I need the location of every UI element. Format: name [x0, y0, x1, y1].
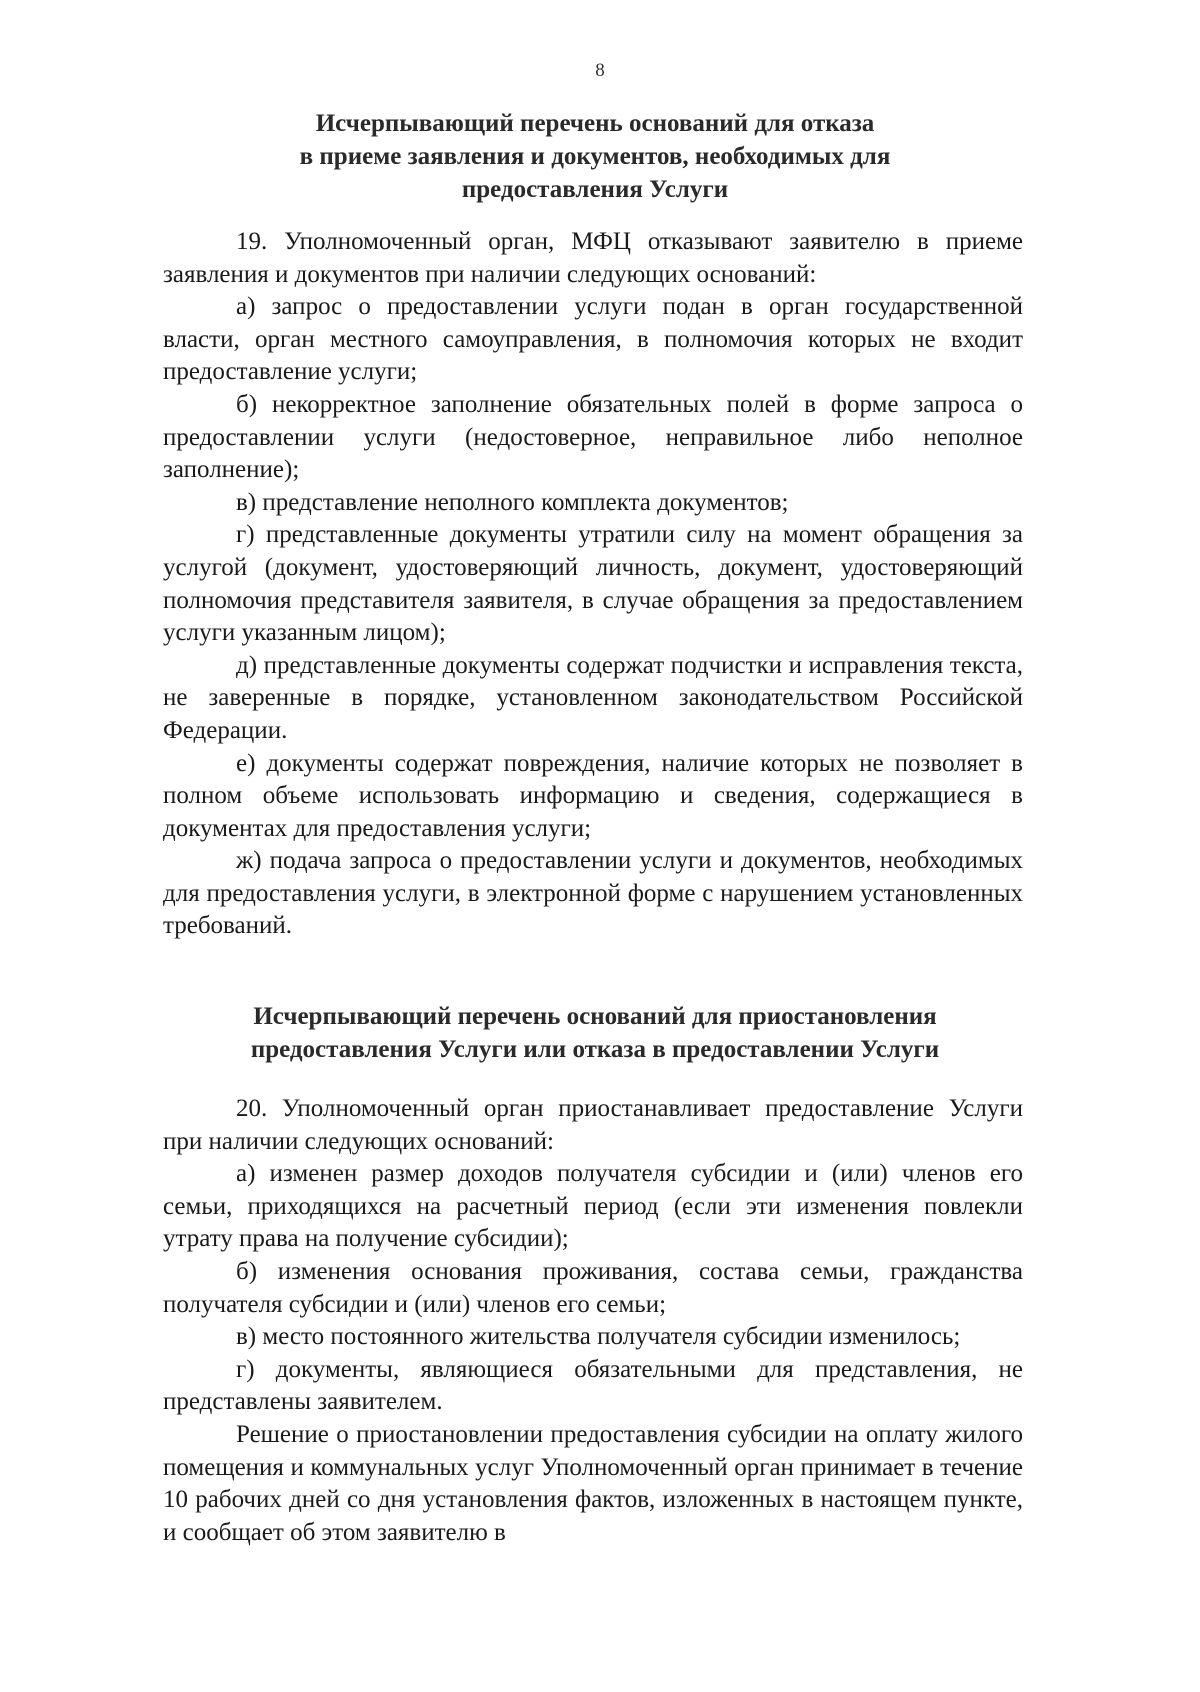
heading-line: Исчерпывающий перечень оснований для приостановления	[253, 1003, 937, 1030]
list-item-a: а) запрос о предоставлении услуги подан в орган государственной власти, орган местного самоуправления, в полномочия которых не входит предоставление услуги;	[163, 293, 1023, 386]
heading-line: в приеме заявления и документов, необходимых для	[299, 143, 891, 170]
list-item-g: г) представленные документы утратили силу на момент обращения за услугой (документ, удостоверяющий личность, документ, удостоверяющий полномочия представителя заявителя, в случае обращения за предоставлением услуги указанным лицом);	[163, 521, 1023, 647]
list-item-v: в) место постоянного жительства получателя субсидии изменилось;	[236, 1323, 961, 1351]
section-heading-suspension-grounds	[160, 1000, 1030, 1066]
heading-line: предоставления Услуги или отказа в предоставлении Услуги	[250, 1036, 940, 1063]
paragraph-20: 20. Уполномоченный орган приостанавливает предоставление Услуги при наличии следующих оснований:	[163, 1095, 1023, 1155]
list-item-zh: ж) подача запроса о предоставлении услуги и документов, необходимых для предоставления услуги, в электронной форме с нарушением установленных требований.	[163, 847, 1023, 940]
heading-line: предоставления Услуги	[461, 176, 729, 203]
list-item-b: б) некорректное заполнение обязательных полей в форме запроса о предоставлении услуги (недостоверное, неправильное либо неполное заполнение);	[163, 390, 1023, 484]
section-heading-refusal-grounds	[160, 107, 1030, 206]
list-item-a: а) изменен размер доходов получателя субсидии и (или) членов его семьи, приходящихся на расчетный период (если эти изменения повлекли утрату права на получение субсидии);	[163, 1160, 1023, 1253]
heading-line: Исчерпывающий перечень оснований для отказа	[315, 110, 875, 137]
section-body-suspension-grounds	[163, 1093, 1023, 1549]
section-body-refusal-grounds	[163, 226, 1023, 943]
list-item-g: г) документы, являющиеся обязательными для представления, не представлены заявителем.	[163, 1355, 1023, 1416]
page-number: 8	[595, 60, 605, 81]
paragraph-decision: Решение о приостановлении предоставления субсидии на оплату жилого помещения и коммунальных услуг Уполномоченный орган принимает в течение 10 рабочих дней со дня установления фактов, изложенных в настоящем пункте, и сообщает об этом заявителю в	[163, 1420, 1023, 1546]
list-item-d: д) представленные документы содержат подчистки и исправления текста, не заверенные в порядке, установленном законодательством Российской Федерации.	[163, 651, 1023, 744]
list-item-v: в) представление неполного комплекта документов;	[236, 488, 789, 516]
list-item-b: б) изменения основания проживания, состава семьи, гражданства получателя субсидии и (или) членов его семьи;	[163, 1257, 1023, 1318]
paragraph-19: 19. Уполномоченный орган, МФЦ отказывают заявителю в приеме заявления и документов при наличии следующих оснований:	[163, 228, 1023, 288]
list-item-e: е) документы содержат повреждения, наличие которых не позволяет в полном объеме использовать информацию и сведения, содержащиеся в документах для предоставления услуги;	[163, 749, 1023, 842]
